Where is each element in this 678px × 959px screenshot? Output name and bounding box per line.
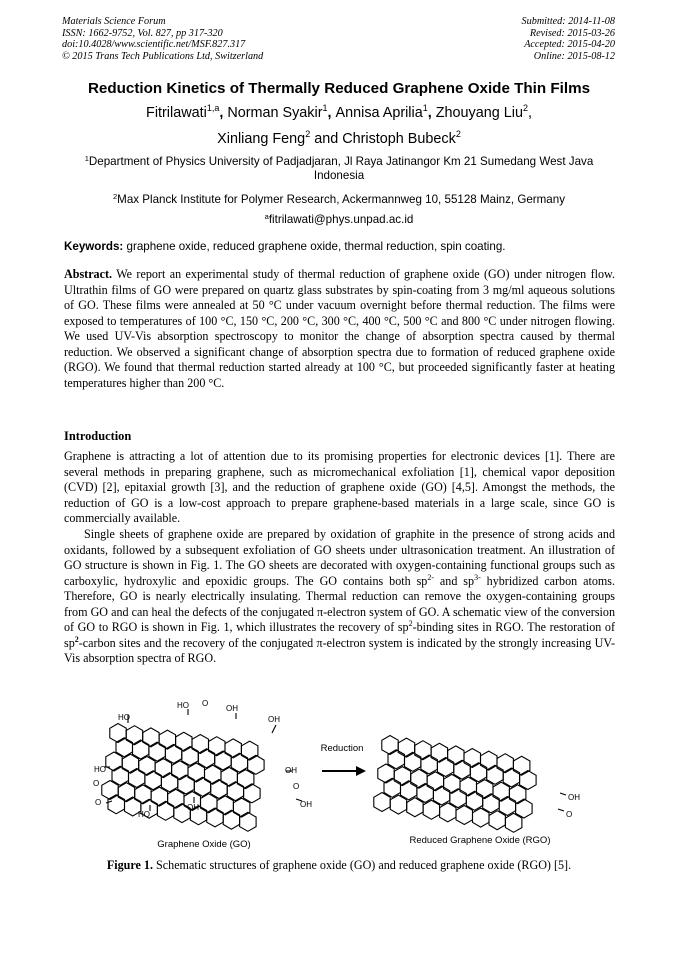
- superscript: 2: [74, 634, 79, 644]
- carbon-ring: [431, 743, 448, 762]
- author-name: Annisa Aprilia: [335, 105, 423, 121]
- date-online: Online: 2015-08-12: [533, 50, 615, 62]
- author-name: Zhouyang Liu: [435, 105, 523, 121]
- paragraph-text: Single sheets of graphene oxide are prepared by oxidation of graphite in the presence of strong acids and oxidants, followed by a subsequent exfoliation of GO sheets under ultrasonication treatment. An illustration of GO structure is shown in Fig. 1. The GO sheets are decorated with oxygen-containing functional groups such as carboxylic, hydroxylic and epoxidic groups. The GO contains both sp: [64, 527, 615, 588]
- carbon-ring: [126, 726, 143, 745]
- journal-issn: ISSN: 1662-9752, Vol. 827, pp 317-320: [62, 27, 223, 39]
- carbon-ring: [505, 813, 522, 832]
- carbon-ring: [390, 795, 407, 814]
- group-label: OH: [285, 766, 297, 775]
- paragraph-text: -carbon sites and the recovery of the conjugated π-electron system is indicated by the strongly increasing UV-Vis absorption spectra of RGO.: [64, 635, 615, 665]
- carbon-ring: [384, 778, 401, 797]
- carbon-ring: [237, 770, 254, 789]
- reduction-arrow-icon: [322, 766, 366, 776]
- carbon-ring: [450, 789, 467, 808]
- carbon-ring: [176, 732, 192, 751]
- paragraph-text: and sp: [434, 573, 475, 588]
- carbon-ring: [437, 758, 453, 777]
- carbon-ring: [481, 751, 498, 770]
- carbon-ring: [172, 761, 188, 780]
- author-name: Xinliang Feng: [217, 131, 306, 147]
- journal-copyright: © 2015 Trans Tech Publications Ltd, Switzerland: [62, 50, 264, 62]
- carbon-ring: [448, 746, 464, 765]
- carbon-ring: [217, 796, 233, 815]
- section-heading: Introduction: [64, 429, 132, 443]
- paper-title: Reduction Kinetics of Thermally Reduced Graphene Oxide Thin Films: [87, 80, 591, 97]
- affiliation-2: [60, 193, 618, 207]
- carbon-ring: [423, 800, 440, 819]
- date-revised: Revised: 2015-03-26: [529, 27, 615, 39]
- rgo-structure: [374, 736, 566, 833]
- group-label: O: [293, 782, 300, 791]
- carbon-ring: [411, 769, 427, 788]
- affiliation-sup: 1: [84, 154, 89, 163]
- group-label: OH: [300, 800, 312, 809]
- superscript: 3-: [474, 572, 481, 582]
- carbon-ring: [401, 781, 417, 800]
- keywords-text: graphene oxide, reduced graphene oxide, thermal reduction, spin coating.: [126, 240, 506, 253]
- journal-doi: doi:10.4028/www.scientific.net/MSF.827.317: [62, 39, 246, 51]
- carbon-ring: [192, 735, 209, 754]
- author-sup: 2: [522, 103, 528, 113]
- carbon-ring: [102, 781, 118, 800]
- affiliation-text: Max Planck Institute for Polymer Research, Ackermannweg 10, 55128 Mainz, Germany: [117, 193, 566, 206]
- author-sup: 2: [305, 129, 311, 139]
- carbon-ring: [207, 808, 224, 827]
- carbon-ring: [225, 739, 241, 758]
- group-label: O: [93, 779, 100, 788]
- email-text: fitrilawati@phys.unpad.ac.id: [268, 213, 414, 226]
- group-label: HO: [94, 765, 106, 774]
- figure-1: [90, 693, 588, 853]
- carbon-ring: [188, 763, 205, 782]
- author-sup: 2: [455, 129, 461, 139]
- carbon-ring: [427, 772, 444, 791]
- carbon-ring: [223, 810, 239, 829]
- carbon-ring: [503, 768, 519, 787]
- carbon-ring: [444, 774, 460, 793]
- group-label: O: [202, 699, 209, 708]
- carbon-ring: [151, 787, 168, 806]
- bond-line: [560, 793, 566, 795]
- graphene-schematic: [90, 693, 588, 853]
- superscript: 2: [408, 619, 413, 628]
- carbon-ring: [489, 811, 505, 830]
- carbon-ring: [155, 759, 172, 778]
- carbon-ring: [205, 765, 222, 784]
- carbon-ring: [497, 754, 513, 773]
- carbon-ring: [388, 750, 405, 769]
- author-name: Norman Syakir: [227, 105, 323, 121]
- carbon-ring: [483, 794, 500, 813]
- carbon-ring: [509, 785, 526, 804]
- author-name: Christoph Bubeck: [342, 131, 456, 147]
- affiliation-text: Department of Physics University of Padjadjaran, Jl Raya Jatinangor Km 21 Sumedang West Java Indonesia: [88, 155, 594, 183]
- carbon-ring: [470, 763, 486, 782]
- paragraph: Graphene is attracting a lot of attention due to its promising properties for electronic devices [1]. There are several methods in preparing graphene, such as micromechanical exfoliation [1], chemical vapor deposition (CVD) [2], epitaxial growth [3], and the reduction of graphene oxide (GO) [4,5]. Amongst the methods, the reduction of GO is a low-cost approach to prepare graphene-based materials in a large scale, since GO is commercially available.: [64, 449, 615, 525]
- affiliation-1: [60, 155, 618, 183]
- superscript: 2-: [427, 572, 435, 582]
- carbon-ring: [421, 755, 438, 774]
- author-name: Fitrilawati: [146, 105, 207, 121]
- author-email: [60, 213, 618, 227]
- carbon-ring: [382, 736, 398, 755]
- carbon-ring: [464, 749, 481, 768]
- carbon-ring: [135, 785, 151, 804]
- group-label: OH: [187, 803, 199, 812]
- carbon-ring: [415, 741, 431, 760]
- carbon-ring: [493, 782, 509, 801]
- carbon-ring: [143, 728, 159, 747]
- group-label: OH: [268, 715, 280, 724]
- carbon-ring: [159, 730, 176, 749]
- paragraph-text: -binding sites in RGO. The restoration of sp: [64, 620, 615, 650]
- carbon-ring: [108, 795, 125, 814]
- group-label: HO: [118, 713, 130, 722]
- carbon-ring: [241, 741, 258, 760]
- bond-line: [558, 809, 564, 811]
- journal-header-right: [522, 16, 615, 62]
- date-accepted: Accepted: 2015-04-20: [524, 39, 615, 51]
- carbon-ring: [122, 754, 139, 773]
- journal-header-left: [62, 16, 263, 62]
- carbon-ring: [499, 797, 515, 816]
- carbon-ring: [454, 760, 471, 779]
- group-label: OH: [568, 793, 580, 802]
- email-sup: a: [264, 212, 269, 221]
- carbon-ring: [405, 752, 421, 771]
- carbon-ring: [106, 752, 122, 771]
- go-structure: [102, 709, 302, 831]
- bond-line: [272, 725, 276, 733]
- carbon-ring: [516, 799, 533, 818]
- carbon-ring: [240, 812, 257, 831]
- paragraph-text: hybridized carbon atoms. Therefore, GO is nearly electrically insulating. Thermal reduction can remove the oxygen-containing groups from GO and can heal the defects of the conjugated π-electron system of GO. A schematic view of the conversion of GO to RGO is shown in Fig. 1, which illustrates the recovery of sp: [64, 573, 616, 634]
- author-sup: 1: [422, 103, 428, 113]
- carbon-ring: [244, 784, 261, 803]
- carbon-ring: [398, 738, 415, 757]
- author-sup: 1,a: [206, 103, 220, 113]
- group-label: OH: [226, 704, 238, 713]
- carbon-ring: [201, 794, 218, 813]
- carbon-ring: [394, 767, 411, 786]
- caption-text: Schematic structures of graphene oxide (GO) and reduced graphene oxide (RGO) [5].: [156, 858, 572, 872]
- carbon-ring: [520, 771, 537, 790]
- group-label: O: [566, 810, 573, 819]
- author-line-1: Fitrilawati$^{1,a}$, Norman Syakir$^1$, Annisa Aprilia$^1$, Zhouyang Liu$^2$,: [146, 103, 532, 121]
- carbon-ring: [407, 798, 423, 817]
- carbon-ring: [233, 798, 250, 817]
- carbon-ring: [460, 777, 477, 796]
- author-conjunction: and: [314, 131, 339, 147]
- carbon-ring: [221, 767, 237, 786]
- abstract: [64, 267, 615, 391]
- carbon-ring: [248, 755, 265, 774]
- carbon-ring: [477, 780, 494, 799]
- carbon-ring: [139, 756, 155, 775]
- carbon-ring: [513, 756, 530, 775]
- author-line-2: [40, 131, 638, 147]
- carbon-ring: [473, 808, 490, 827]
- carbon-ring: [118, 783, 135, 802]
- date-submitted: Submitted: 2014-11-08: [521, 16, 615, 27]
- carbon-ring: [456, 806, 473, 825]
- group-label: HO: [138, 810, 150, 819]
- carbon-ring: [110, 724, 126, 743]
- carbon-ring: [374, 793, 390, 812]
- carbon-ring: [209, 737, 226, 756]
- keywords-label: Keywords:: [64, 240, 124, 253]
- paragraph: [64, 527, 615, 667]
- carbon-ring: [157, 801, 173, 820]
- go-label: Graphene Oxide (GO): [157, 839, 251, 850]
- reduction-arrow-label: Reduction: [320, 743, 364, 754]
- abstract-text: We report an experimental study of thermal reduction of graphene oxide (GO) under nitrogen flow. Ultrathin films of GO were prepared on quartz glass substrates by spin-coating from 3 mg/ml aqueous solutions of GO. These films were annealed at 50 °C under vacuum overnight before thermal reduction. The films were exposed to temperatures of 100 °C, 150 °C, 200 °C, 300 °C, 400 °C, 500 °C and 800 °C under nitrogen flowing. We used UV-Vis absorption spectroscopy to monitor the change of absorption spectra caused by thermal reduction. We observed a significant change of absorption spectra due to formation of reduced graphene oxide (RGO). We found that thermal reduction started already at 100 °C, but proceeded significantly faster at heating temperatures higher than 200 °C.: [64, 267, 615, 390]
- author-sup: 1: [322, 103, 328, 113]
- bond-line: [106, 801, 112, 803]
- carbon-ring: [417, 784, 434, 803]
- group-label: O: [95, 798, 102, 807]
- rgo-label: Reduced Graphene Oxide (RGO): [409, 835, 551, 846]
- figure-caption: [40, 858, 638, 873]
- keywords: [64, 240, 616, 253]
- caption-label: Figure 1.: [106, 858, 154, 872]
- carbon-ring: [168, 789, 184, 808]
- carbon-ring: [440, 803, 456, 822]
- affiliation-sup: 2: [112, 192, 118, 201]
- carbon-ring: [466, 791, 482, 810]
- carbon-ring: [378, 764, 394, 783]
- carbon-ring: [433, 786, 449, 805]
- group-label: HO: [177, 701, 189, 710]
- carbon-ring: [487, 765, 504, 784]
- journal-name: Materials Science Forum: [62, 16, 166, 27]
- abstract-label: Abstract.: [64, 267, 113, 281]
